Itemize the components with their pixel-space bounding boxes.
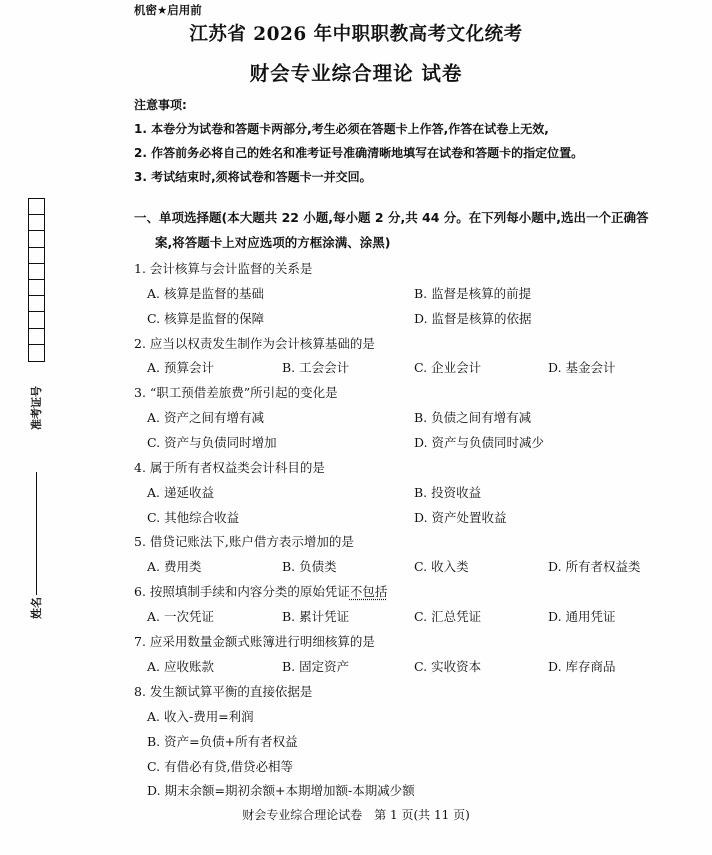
option: B. 负债之间有增有减 bbox=[414, 410, 532, 425]
name-line bbox=[36, 565, 37, 595]
option: B. 监督是核算的前提 bbox=[414, 286, 532, 301]
option: A. 收入-费用=利润 bbox=[147, 709, 254, 724]
question-stem bbox=[134, 582, 387, 600]
option: B. 工会会计 bbox=[282, 360, 350, 375]
note-item: 2. 作答前务必将自己的姓名和准考证号准确清晰地填写在试卷和答题卡的指定位置。 bbox=[134, 146, 584, 160]
option: D. 资产与负债同时减少 bbox=[414, 435, 545, 450]
option: B. 固定资产 bbox=[282, 659, 350, 674]
option: D. 期末余额=期初余额+本期增加额-本期减少额 bbox=[147, 783, 415, 798]
page-footer: 财会专业综合理论试卷 第 1 页(共 11 页) bbox=[242, 808, 470, 822]
option: C. 企业会计 bbox=[414, 360, 482, 375]
ticket-number-label: 准考证号 bbox=[30, 386, 43, 430]
option: B. 资产=负债+所有者权益 bbox=[147, 734, 298, 749]
name-label: 姓名 bbox=[30, 597, 43, 619]
option: A. 应收账款 bbox=[147, 659, 214, 674]
option: A. 递延收益 bbox=[147, 485, 214, 500]
option: D. 所有者权益类 bbox=[548, 559, 641, 574]
note-item: 3. 考试结束时,须将试卷和答题卡一并交回。 bbox=[134, 170, 372, 184]
option: B. 投资收益 bbox=[414, 485, 482, 500]
option: D. 基金会计 bbox=[548, 360, 616, 375]
option: C. 汇总凭证 bbox=[414, 609, 482, 624]
option: D. 库存商品 bbox=[548, 659, 616, 674]
option: C. 资产与负债同时增加 bbox=[147, 435, 277, 450]
question-stem: 3. “职工预借差旅费”所引起的变化是 bbox=[134, 385, 338, 400]
option: A. 一次凭证 bbox=[147, 609, 214, 624]
option: B. 累计凭证 bbox=[282, 609, 350, 624]
option: B. 负债类 bbox=[282, 559, 337, 574]
note-item: 1. 本卷分为试卷和答题卡两部分,考生必须在答题卡上作答,作答在试卷上无效, bbox=[134, 122, 549, 136]
ticket-number-box bbox=[28, 198, 45, 362]
question-stem-emphasis: 不包括 bbox=[349, 584, 388, 599]
question-stem: 1. 会计核算与会计监督的关系是 bbox=[134, 261, 313, 276]
option: A. 资产之间有增有减 bbox=[147, 410, 264, 425]
section-heading: 一、单项选择题(本大题共 22 小题,每小题 2 分,共 44 分。在下列每小题中,选出一个正确答 bbox=[134, 210, 649, 225]
exam-title: 江苏省 2026 年中职职教高考文化统考 bbox=[189, 24, 523, 45]
question-stem: 5. 借贷记账法下,账户借方表示增加的是 bbox=[134, 534, 354, 549]
question-stem: 4. 属于所有者权益类会计科目的是 bbox=[134, 460, 325, 475]
option: C. 核算是监督的保障 bbox=[147, 311, 265, 326]
option: A. 预算会计 bbox=[147, 360, 214, 375]
option: A. 费用类 bbox=[147, 559, 202, 574]
question-stem: 8. 发生额试算平衡的直接依据是 bbox=[134, 684, 313, 699]
option: C. 有借必有贷,借贷必相等 bbox=[147, 759, 294, 774]
option: A. 核算是监督的基础 bbox=[147, 286, 264, 301]
option: D. 监督是核算的依据 bbox=[414, 311, 532, 326]
option: D. 资产处置收益 bbox=[414, 510, 507, 525]
option: C. 收入类 bbox=[414, 559, 469, 574]
option: C. 实收资本 bbox=[414, 659, 482, 674]
question-stem-text: 6. 按照填制手续和内容分类的原始凭证 bbox=[134, 584, 350, 599]
exam-subtitle: 财会专业综合理论 试卷 bbox=[249, 62, 463, 85]
notes-heading: 注意事项: bbox=[134, 98, 187, 112]
confidential-mark: 机密★启用前 bbox=[134, 3, 202, 17]
question-stem: 7. 应采用数量金额式账簿进行明细核算的是 bbox=[134, 634, 375, 649]
option: D. 通用凭证 bbox=[548, 609, 616, 624]
option: C. 其他综合收益 bbox=[147, 510, 240, 525]
section-heading-cont: 案,将答题卡上对应选项的方框涂满、涂黑) bbox=[155, 235, 391, 250]
question-stem: 2. 应当以权责发生制作为会计核算基础的是 bbox=[134, 336, 375, 351]
